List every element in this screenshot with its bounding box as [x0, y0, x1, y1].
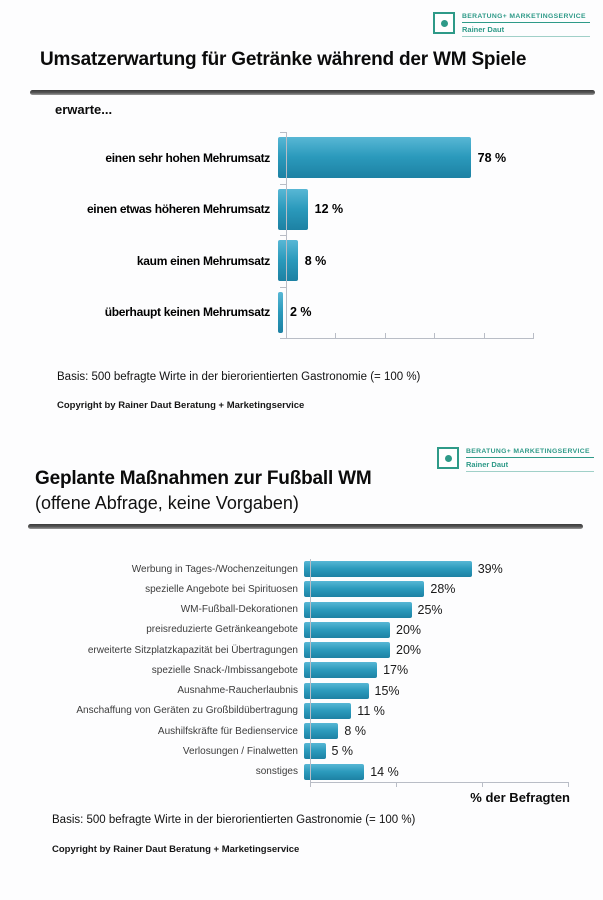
bar-row [40, 579, 600, 599]
bar-value-label: 20% [396, 622, 422, 637]
bar-row [40, 235, 590, 287]
bar-value-label: 25% [417, 602, 443, 617]
y-axis [286, 132, 287, 339]
slide1-copyright-note: Copyright by Rainer Daut Beratung + Marketingservice [57, 400, 305, 411]
slide1-title: Umsatzerwartung für Getränke während der WM Spiele [40, 49, 527, 70]
slide2-subtitle: (offene Abfrage, keine Vorgaben) [35, 493, 299, 513]
bar [304, 764, 364, 780]
bar [278, 189, 308, 230]
bar-category-label: Ausnahme-Raucherlaubnis [177, 685, 298, 697]
slide1-basis-note: Basis: 500 befragte Wirte in der bierorientierten Gastronomie (= 100 %) [57, 371, 421, 383]
bar-value-label: 5 % [331, 744, 354, 759]
bar-category-label: einen etwas höheren Mehrumsatz [86, 202, 270, 217]
bar-row [40, 559, 600, 579]
bar-value-label: 8 % [304, 253, 327, 268]
slide2-copyright-note: Copyright by Rainer Daut Beratung + Marketingservice [52, 844, 300, 855]
brand-logo-dot-icon [441, 20, 448, 27]
bar-row [40, 721, 600, 741]
slide1-divider [30, 90, 595, 95]
bar-row [40, 132, 590, 184]
slide2-title: Geplante Maßnahmen zur Fußball WM [35, 468, 372, 489]
bar [304, 602, 412, 618]
bar-row [40, 701, 600, 721]
x-axis-tick [286, 333, 287, 339]
x-axis-tick [434, 333, 435, 339]
x-axis-tick [484, 333, 485, 339]
bar-rows [40, 559, 600, 782]
bar-value-label: 28% [430, 582, 456, 597]
bar-value-label: 14 % [370, 764, 399, 779]
y-axis [310, 559, 311, 783]
bar-category-label: kaum einen Mehrumsatz [136, 253, 270, 268]
bar-category-label: preisreduzierte Getränkeangebote [146, 624, 298, 636]
brand-logo-icon [433, 12, 455, 34]
y-axis-tick [280, 235, 286, 236]
bar-row [40, 184, 590, 236]
bar [304, 683, 369, 699]
brand-name: BERATUNG+ MARKETINGSERVICE [466, 448, 594, 458]
y-axis-tick [280, 184, 286, 185]
bar-category-label: überhaupt keinen Mehrumsatz [104, 305, 270, 320]
bar-value-label: 17% [383, 663, 409, 678]
slide1-prompt: erwarte... [55, 102, 113, 117]
slide2-divider [28, 524, 583, 529]
x-axis-tick [482, 782, 483, 787]
brand-name: BERATUNG+ MARKETINGSERVICE [462, 13, 590, 23]
bar [304, 581, 424, 597]
bar [278, 240, 298, 281]
bar-row [40, 600, 600, 620]
bar-value-label: 2 % [289, 305, 312, 320]
bar-category-label: spezielle Angebote bei Spirituosen [145, 583, 298, 595]
bar-category-label: Werbung in Tages-/Wochenzeitungen [131, 563, 298, 575]
bar-rows [40, 132, 590, 338]
bar [304, 743, 326, 759]
y-axis-tick [280, 287, 286, 288]
chart2-x-axis-label: % der Befragten [470, 790, 570, 805]
bar-row [40, 741, 600, 761]
brand-logo-dot-icon [445, 455, 452, 462]
bar-value-label: 8 % [344, 724, 366, 739]
bar [304, 642, 390, 658]
bar-value-label: 78 % [477, 150, 507, 165]
bar-category-label: Aushilfskräfte für Bedienservice [157, 725, 298, 737]
slide2-basis-note: Basis: 500 befragte Wirte in der bierorientierten Gastronomie (= 100 %) [52, 814, 416, 826]
bar-value-label: 15% [374, 683, 400, 698]
bar-category-label: spezielle Snack-/Imbissangebote [151, 664, 298, 676]
bar-value-label: 20% [396, 643, 422, 658]
bar [304, 561, 472, 577]
bar-row [40, 762, 600, 782]
x-axis-tick [335, 333, 336, 339]
y-axis-tick [280, 338, 286, 339]
x-axis-tick [310, 782, 311, 787]
y-axis-tick [280, 132, 286, 133]
bar-row [40, 681, 600, 701]
brand-owner: Rainer Daut [462, 23, 590, 37]
bar-category-label: Verlosungen / Finalwetten [182, 745, 298, 757]
bar-category-label: sonstiges [255, 766, 298, 778]
x-axis [286, 338, 534, 339]
bar-category-label: erweiterte Sitzplatzkapazität bei Übertragungen [87, 644, 298, 656]
bar [278, 137, 471, 178]
x-axis-tick [385, 333, 386, 339]
chart-umsatzerwartung [40, 132, 590, 362]
x-axis-tick [568, 782, 569, 787]
bar-value-label: 12 % [314, 202, 344, 217]
bar-row [40, 640, 600, 660]
bar [278, 292, 283, 333]
bar-category-label: einen sehr hohen Mehrumsatz [105, 150, 270, 165]
bar [304, 662, 377, 678]
brand-owner: Rainer Daut [466, 458, 594, 472]
bar [304, 703, 351, 719]
bar-row [40, 660, 600, 680]
bar-value-label: 11 % [357, 703, 385, 718]
x-axis [310, 782, 569, 783]
bar [304, 622, 390, 638]
bar-category-label: WM-Fußball-Dekorationen [180, 604, 298, 616]
bar-value-label: 39% [477, 562, 503, 577]
bar-row [40, 287, 590, 339]
x-axis-tick [533, 333, 534, 339]
bar-category-label: Anschaffung von Geräten zu Großbildübertragung [76, 705, 298, 717]
brand-logo-icon [437, 447, 459, 469]
x-axis-tick [396, 782, 397, 787]
chart-massnahmen [40, 559, 600, 804]
bar-row [40, 620, 600, 640]
